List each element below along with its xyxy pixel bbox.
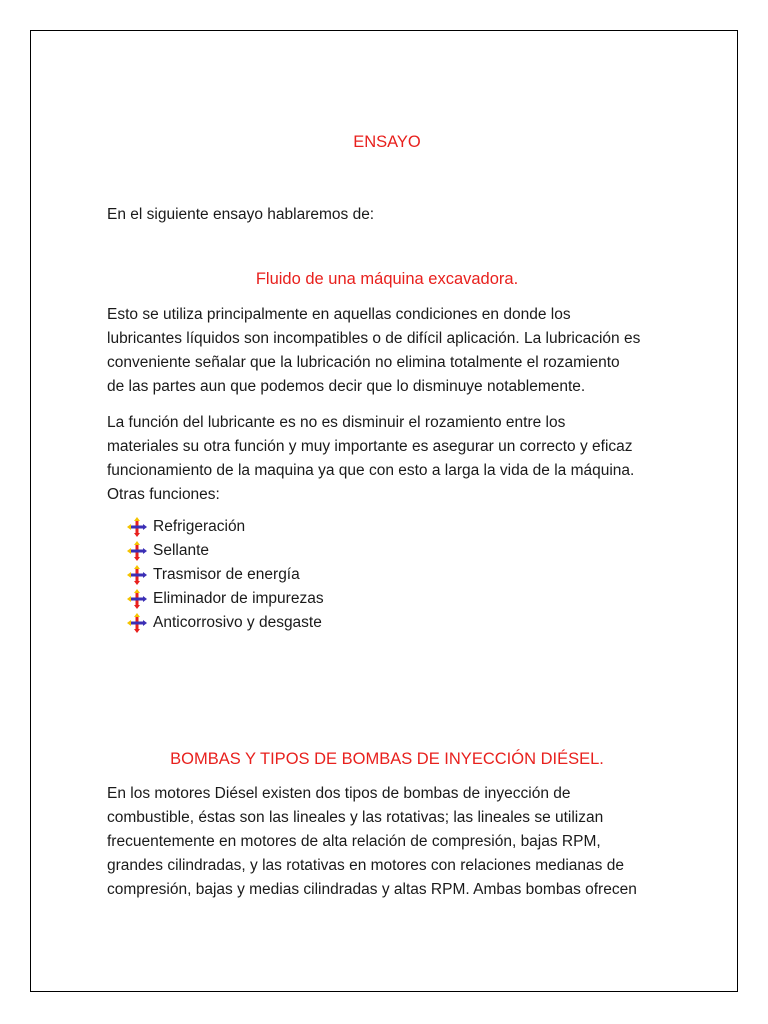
section2-paragraph1 — [107, 782, 667, 902]
text-line: de las partes aun que podemos decir que lo disminuye notablemente. — [107, 378, 586, 395]
document-title: ENSAYO — [353, 133, 421, 151]
section1-paragraph2 — [107, 411, 667, 507]
text-line: combustible, éstas son las lineales y las rotativas; las lineales se utilizan — [107, 809, 604, 826]
text-line: conveniente señalar que la lubricación no elimina totalmente el rozamiento — [107, 354, 620, 371]
section1-heading: Fluido de una máquina excavadora. — [255, 270, 519, 288]
text-line: lubricantes líquidos son incompatibles o de difícil aplicación. La lubricación es — [107, 330, 641, 347]
functions-list — [127, 515, 324, 635]
text-line: La función del lubricante es no es disminuir el rozamiento entre los — [107, 414, 566, 431]
four-arrow-cross-bullet-icon — [127, 613, 147, 633]
text-line: materiales su otra función y muy importante es asegurar un correcto y eficaz — [107, 438, 633, 455]
text-line: En los motores Diésel existen dos tipos de bombas de inyección de — [107, 785, 571, 802]
four-arrow-cross-bullet-icon — [127, 517, 147, 537]
list-item-label: Eliminador de impurezas — [153, 590, 324, 607]
document-page — [30, 30, 738, 992]
text-line: Esto se utiliza principalmente en aquellas condiciones en donde los — [107, 306, 571, 323]
list-item-label: Trasmisor de energía — [153, 566, 300, 583]
four-arrow-cross-bullet-icon — [127, 541, 147, 561]
text-line: grandes cilindradas, y las rotativas en motores con relaciones medianas de — [107, 857, 624, 874]
text-line: frecuentemente en motores de alta relación de compresión, bajas RPM, — [107, 833, 601, 850]
text-line: Otras funciones: — [107, 486, 220, 503]
list-item — [127, 563, 324, 587]
text-line: compresión, bajas y medias cilindradas y altas RPM. Ambas bombas ofrecen — [107, 881, 637, 898]
section1-paragraph1 — [107, 303, 667, 399]
list-item-label: Refrigeración — [153, 518, 246, 535]
intro-paragraph: En el siguiente ensayo hablaremos de: — [107, 206, 375, 223]
text-line: funcionamiento de la maquina ya que con esto a larga la vida de la máquina. — [107, 462, 635, 479]
list-item — [127, 587, 324, 611]
four-arrow-cross-bullet-icon — [127, 589, 147, 609]
list-item — [127, 539, 324, 563]
section2-heading: BOMBAS Y TIPOS DE BOMBAS DE INYECCIÓN DIÉSEL. — [170, 750, 604, 768]
four-arrow-cross-bullet-icon — [127, 565, 147, 585]
list-item-label: Sellante — [153, 542, 210, 559]
list-item — [127, 515, 324, 539]
list-item-label: Anticorrosivo y desgaste — [153, 614, 322, 631]
list-item — [127, 611, 324, 635]
